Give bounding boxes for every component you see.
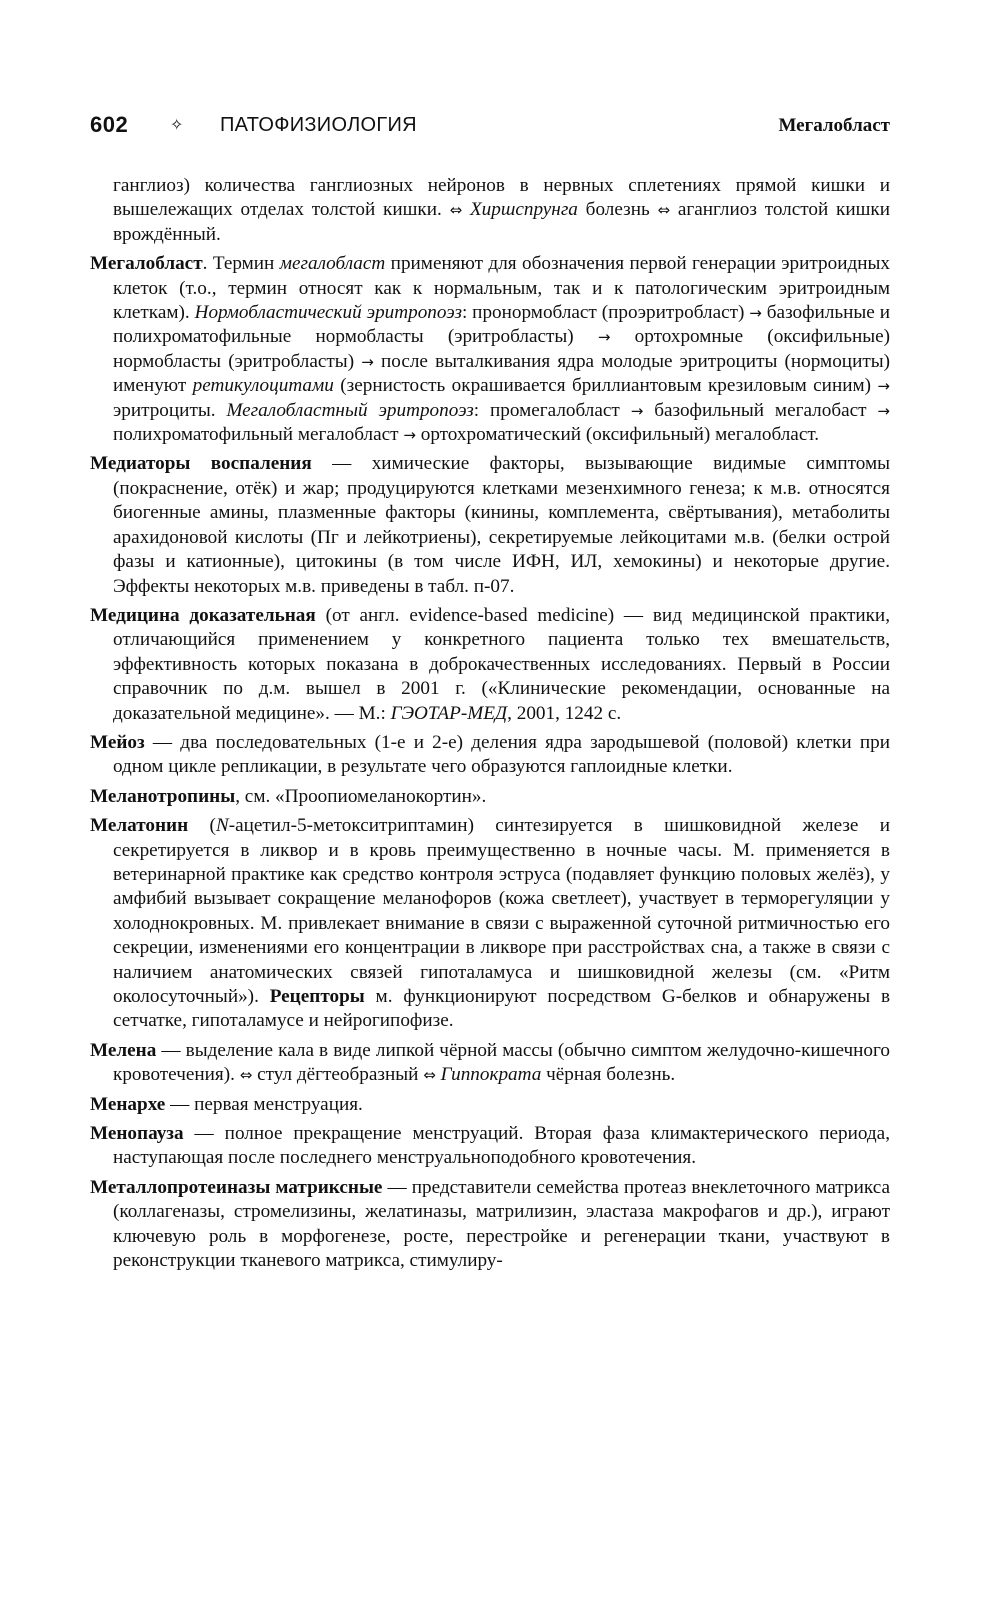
right-arrow-icon: → [403,426,416,445]
diamond-outline-icon: ✧ [170,115,184,134]
running-head [90,112,890,142]
entry-term: Металлопротеиназы матриксные [90,1176,383,1198]
page-number: 602 [90,112,129,137]
entry-term: Меланотропины [90,785,236,807]
entry-term: Мегалобласт [90,253,203,275]
entry-term: Мейоз [90,731,145,753]
right-arrow-icon: → [630,401,644,420]
entry-term: Мелатонин [90,815,189,837]
double-arrow-icon: ⇔ [423,1066,436,1085]
entry-term: Менопауза [90,1123,184,1145]
entry-term: Мелена [90,1039,157,1061]
double-arrow-icon: ⇔ [239,1066,253,1085]
double-arrow-icon: ⇔ [449,201,463,220]
entry-term: Менархе [90,1093,166,1115]
entry-megaloblast: Мегалобласт. Термин мегалобласт применяют для обозначения первой генерации эритроидных клеток (т.о., термин относят как к нормальным, так и к патологическим эритроидным клеткам). Нормобластический эритропоэз: пронормобласт (проэритробласт) → базофильные и полихроматофильные нормобласты (эритробласты) → ортохромные (оксифильные) нормобласты (эритробласты) → после выталкивания ядра молодые эритроциты (нормоциты) именуют ретикулоцитами (зернистость окрашивается бриллиантовым крезиловым синим) → эритроциты. Мегалобластный эритропоэз: промегалобласт → базофильный мегалобаст → полихроматофильный мегалобласт → ортохроматический (оксифильный) мегалобласт. [90,253,891,446]
entry-subterm: Рецепторы [269,986,365,1007]
entry-term: Медиаторы воспаления [90,453,312,475]
right-arrow-icon: → [749,304,762,323]
entry-inflammation-mediators: Медиаторы воспаления — химические факторы, вызывающие видимые симптомы (покраснение, отёк) и жар; продуцируются клетками мезенхимного генеза; к м.в. относятся биогенные амины, плазменные факторы (кинины, комплемента, свёртывания), метаболиты арахидоновой кислоты (Пг и лейкотриены), секретируемые лейкоцитами м.в. (белки острой фазы и катионные), цитокины (в том числе ИФН, ИЛ, хемокины) и некоторые другие. Эффекты некоторых м.в. приведены в табл. п-07. [90,453,891,597]
double-arrow-icon: ⇔ [657,201,671,220]
section-title: ПАТОФИЗИОЛОГИЯ [220,114,417,136]
entry-aganglioz-continuation: ганглиоз) количества ганглиозных нейронов в нервных сплетениях прямой кишки и вышележащих отделах толстой кишки. ⇔ Хиршспрунга болезнь ⇔ аганглиоз толстой кишки врождённый. [113,175,890,245]
right-arrow-icon: → [597,328,611,347]
document-page [90,112,890,1278]
right-arrow-icon: → [877,377,890,396]
entry-term: Медицина доказательная [90,604,316,626]
entry-meiosis: Мейоз — два последовательных (1-е и 2-е) деления ядра зародышевой (половой) клетки при одном цикле репликации, в результате чего образуются гаплоидные клетки. [90,731,890,778]
right-arrow-icon: → [361,352,374,371]
entry-melena: Мелена — выделение кала в виде липкой чёрной массы (обычно симптом желудочно-кишечного кровотечения). ⇔ стул дёгтеобразный ⇔ Гиппократа чёрная болезнь. [90,1039,890,1086]
entry-melatonin: Мелатонин (N-ацетил-5-метокситриптамин) синтезируется в шишковидной железе и секретируется в ликвор и в кровь преимущественно в ночные часы. М. применяется в ветеринарной практике как средство контроля эструса (подавляет функцию половых желёз), у амфибий вызывает сокращение меланофоров (кожа светлеет), участвует в терморегуляции у холоднокровных. М. привлекает внимание в связи с выраженной суточной ритмичностью его секреции, изменениями его концентрации в ликворе при расстройствах сна, а также в связи с наличием анатомических связей гипоталамуса и шишковидной железы (см. «Ритм околосуточный»). Рецепторы м. функционируют посредством G-белков и обнаружены в сетчатке, гипоталамусе и нейрогипофизе. [90,815,891,1032]
entry-menopause: Менопауза — полное прекращение менструаций. Вторая фаза климактерического периода, наступающая после последнего менструальноподобного кровотечения. [90,1123,890,1169]
entry-matrix-metalloproteinases: Металлопротеиназы матриксные — представители семейства протеаз внеклеточного матрикса (коллагеназы, стромелизины, желатиназы, матрилизин, эластаза макрофагов и др.), играют ключевую роль в морфогенезе, росте, перестройке и регенерации ткани, участвуют в реконструкции тканевого матрикса, стимулиру- [90,1176,891,1272]
entry-evidence-based-medicine: Медицина доказательная (от англ. evidence-based medicine) — вид медицинской практики, отличающийся применением у конкретного пациента только тех вмешательств, эффективность которых показана в доброкачественных исследованиях. Первый в России справочник по д.м. вышел в 2001 г. («Клинические рекомендации, основанные на доказательной медицине». — М.: ГЭОТАР-МЕД, 2001, 1242 с. [90,604,890,724]
right-arrow-icon: → [877,401,890,420]
running-entry-title: Мегалобласт [778,115,890,136]
entry-melanotropins: Меланотропины, см. «Проопиомеланокортин». [90,785,487,807]
entry-menarche: Менархе — первая менструация. [90,1093,363,1115]
